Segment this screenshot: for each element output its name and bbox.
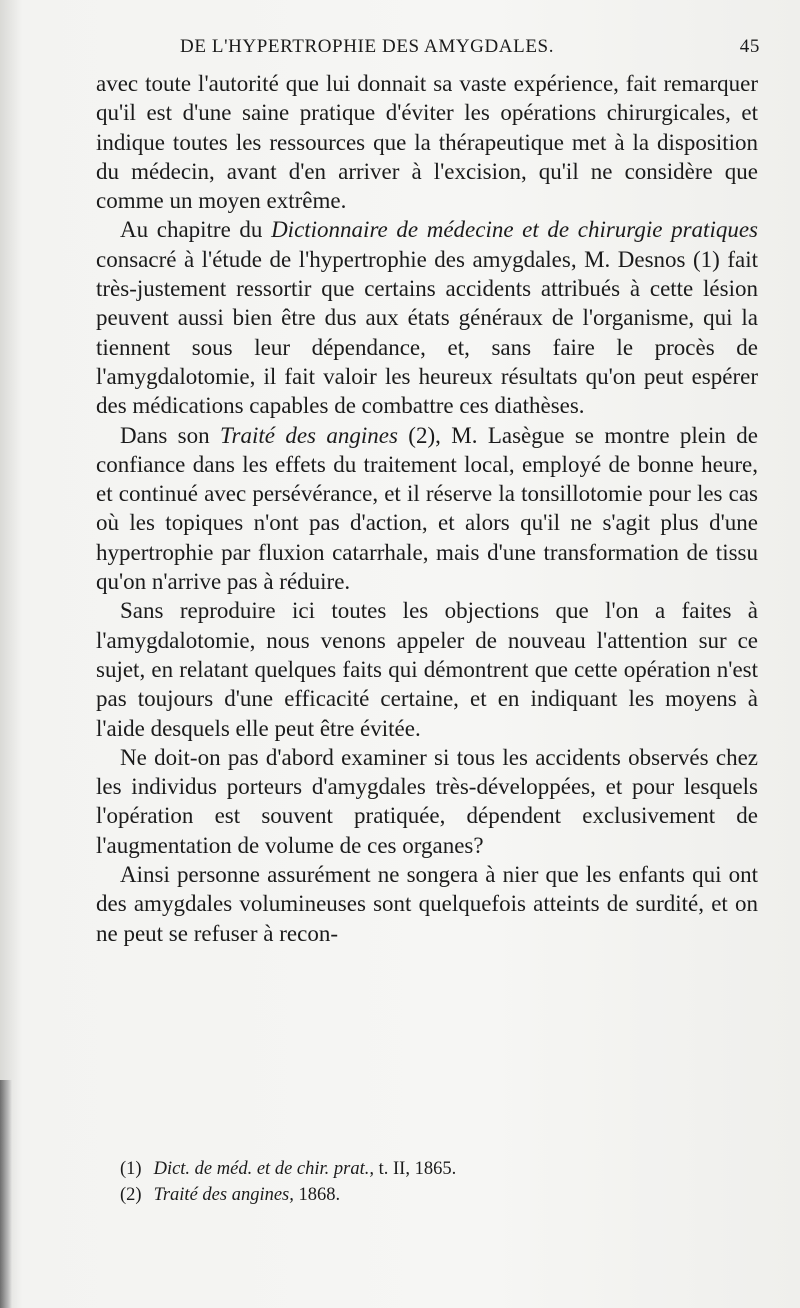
paragraph <box>96 860 758 948</box>
paragraph <box>96 69 758 215</box>
footnote-mark: (2) <box>120 1185 142 1205</box>
book-title: Dictionnaire de médecine et de chirurgie pratiques <box>271 217 758 243</box>
footnote-tail: t. II, 1865. <box>374 1159 457 1179</box>
paragraph-text: Au chapitre du <box>120 217 272 243</box>
page-binding-shadow <box>0 1080 12 1308</box>
paragraph-text: (2), M. Lasègue se montre plein de confiance dans les effets du traitement local, employé de bonne heure, et continué avec persévérance, et il réserve la tonsillotomie pour les cas où les topiques n'ont pas d'action, et alors qu'il ne s'agit plus d'une hypertrophie par fluxion catarrhale, mais d'une transformation de tissu qu'on n'arrive pas à réduire. <box>96 422 758 595</box>
page-number: 45 <box>739 36 760 57</box>
paragraph <box>96 215 758 420</box>
paragraph <box>96 596 758 742</box>
paragraph-text: Sans reproduire ici toutes les objections que l'on a faites à l'amygdalotomie, nous venons appeler de nouveau l'attention sur ce sujet, en relatant quelques faits qui démontrent que cette opération n'est pas toujours d'une efficacité certaine, et en indiquant les moyens à l'aide desquels elle peut être évitée. <box>96 598 758 741</box>
paragraph <box>96 743 758 860</box>
paragraph-text: Ne doit-on pas d'abord examiner si tous les accidents observés chez les individus porteurs d'amygdales très-développées, et pour lesquels l'opération est souvent pratiquée, dépendent exclusivement de l'augmentation de volume de ces organes? <box>96 744 758 858</box>
book-title: Traité des angines <box>219 422 398 448</box>
footnote <box>120 1182 740 1208</box>
running-title: DE L'HYPERTROPHIE DES AMYGDALES. <box>180 36 555 57</box>
paragraph-text: Ainsi personne assurément ne songera à nier que les enfants qui ont des amygdales volumineuses sont quelquefois atteints de surdité, et on ne peut se refuser à recon- <box>96 862 758 946</box>
footnote-citation: Traité des angines, <box>153 1185 294 1205</box>
footnote-mark: (1) <box>120 1159 142 1179</box>
footnotes <box>120 1156 740 1208</box>
paragraph-text: consacré à l'étude de l'hypertrophie des amygdales, M. Desnos (1) fait très-justement ressortir que certains accidents attribués à cette lésion peuvent aussi bien être dus aux états généraux de l'organisme, qui la tiennent sous leur dépendance, et, sans faire le procès de l'amygdalotomie, il fait valoir les heureux résultats qu'on peut espérer des médications capables de combattre ces diathèses. <box>96 246 758 419</box>
page-header <box>120 36 760 60</box>
paragraph <box>96 421 758 597</box>
footnote <box>120 1156 740 1182</box>
body-text <box>96 69 758 948</box>
paragraph-text: Dans son <box>120 422 220 448</box>
footnote-citation: Dict. de méd. et de chir. prat., <box>153 1159 374 1179</box>
footnote-tail: 1868. <box>293 1185 341 1205</box>
paragraph-text: avec toute l'autorité que lui donnait sa vaste expérience, fait remarquer qu'il est d'une saine pratique d'éviter les opérations chirurgicales, et indique toutes les ressources que la thérapeutique met à la disposition du médecin, avant d'en arriver à l'excision, qu'il ne considère que comme un moyen extrême. <box>96 71 758 214</box>
